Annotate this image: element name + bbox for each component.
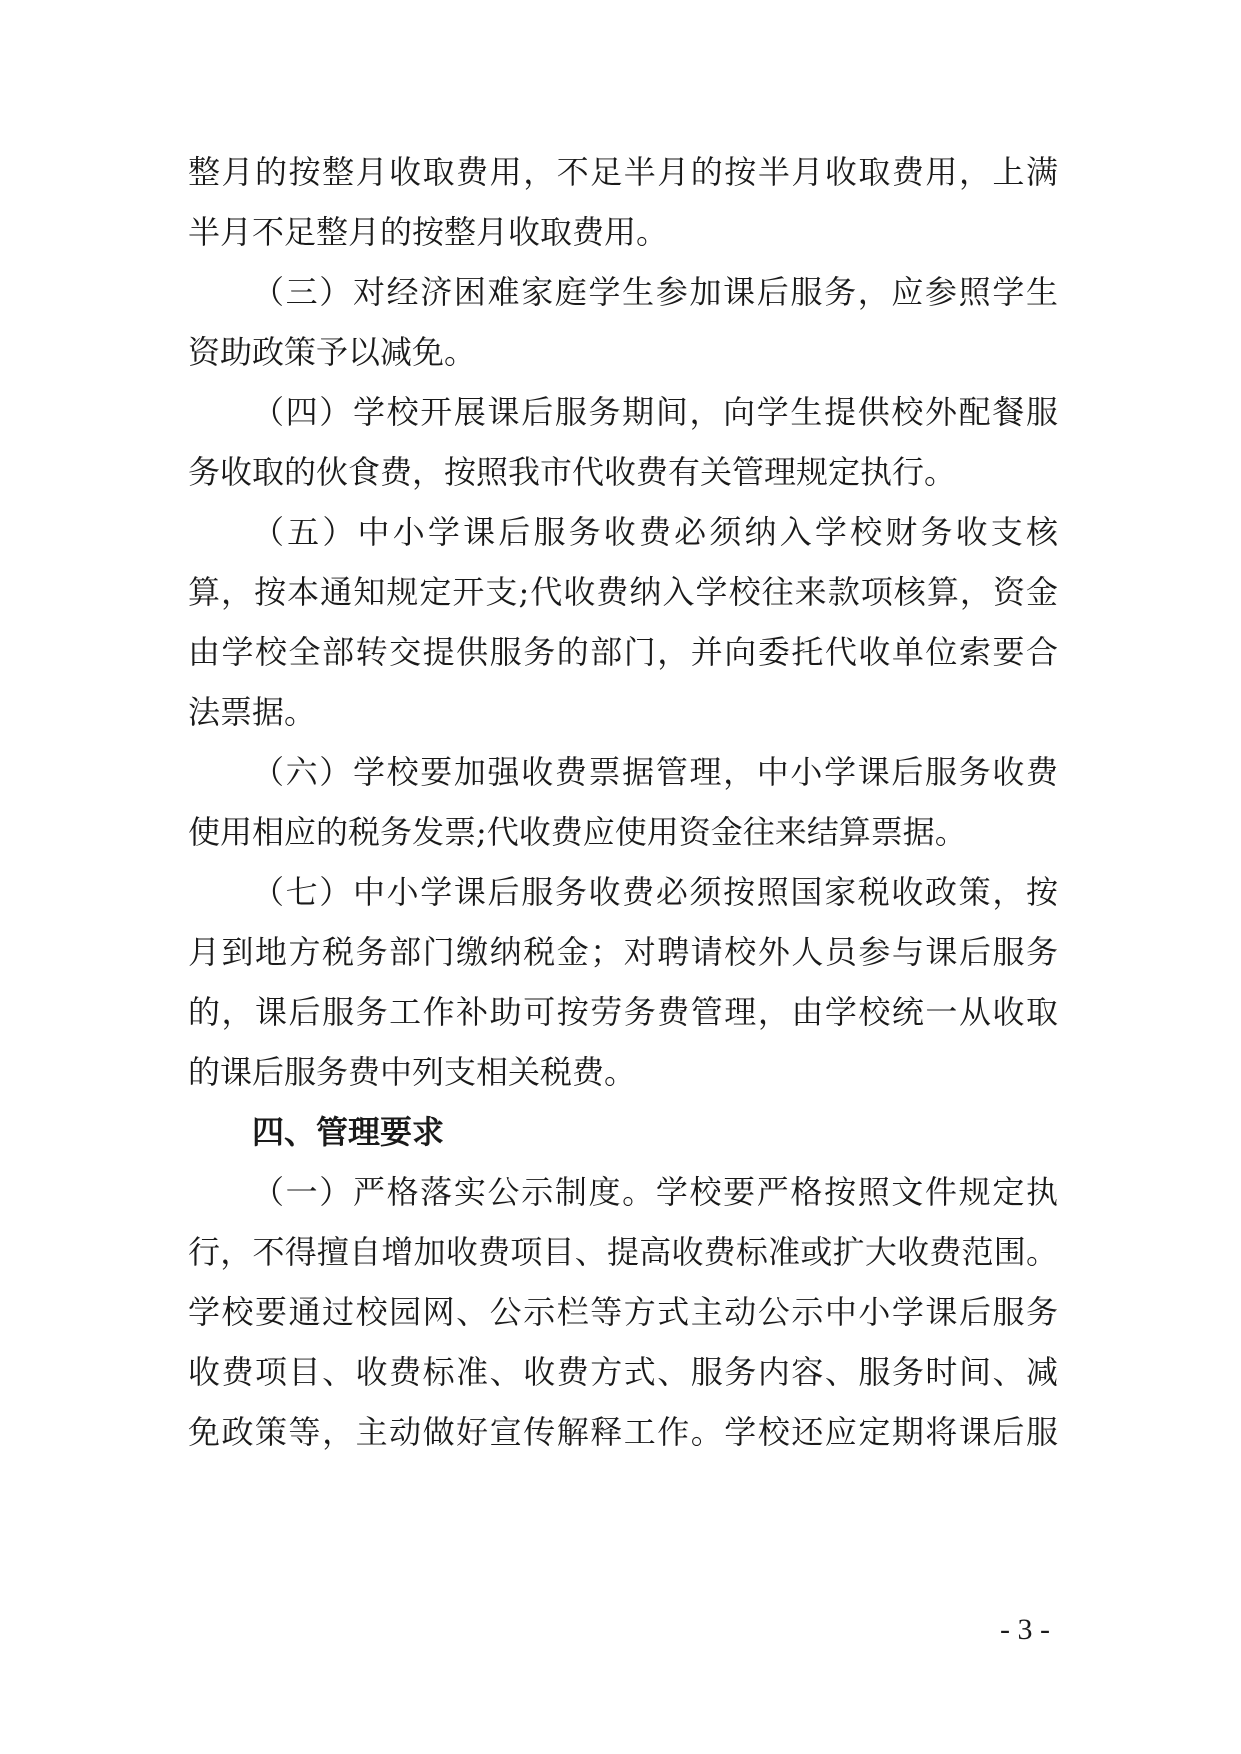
paragraph-line: 学校要通过校园网、公示栏等方式主动公示中小学课后服务	[188, 1293, 1058, 1331]
section-heading: 四、管理要求	[252, 1113, 445, 1151]
paragraph-line: 整月的按整月收取费用，不足半月的按半月收取费用，上满	[188, 153, 1058, 191]
paragraph-line: 由学校全部转交提供服务的部门，并向委托代收单位索要合	[188, 633, 1058, 671]
paragraph-line: 行，不得擅自增加收费项目、提高收费标准或扩大收费范围。	[188, 1233, 1058, 1271]
paragraph-line: （七）中小学课后服务收费必须按照国家税收政策，按	[252, 873, 1058, 911]
paragraph-line: （一）严格落实公示制度。学校要严格按照文件规定执	[252, 1173, 1058, 1211]
paragraph-line: （六）学校要加强收费票据管理，中小学课后服务收费	[252, 753, 1058, 791]
paragraph-line: 使用相应的税务发票;代收费应使用资金往来结算票据。	[188, 813, 967, 851]
paragraph-line: （三）对经济困难家庭学生参加课后服务，应参照学生	[252, 273, 1058, 311]
paragraph-line: 法票据。	[188, 693, 317, 731]
paragraph-line: 算，按本通知规定开支;代收费纳入学校往来款项核算，资金	[188, 573, 1058, 611]
paragraph-line: 半月不足整月的按整月收取费用。	[188, 213, 669, 251]
paragraph-line: （四）学校开展课后服务期间，向学生提供校外配餐服	[252, 393, 1058, 431]
paragraph-line: 月到地方税务部门缴纳税金；对聘请校外人员参与课后服务	[188, 933, 1058, 971]
paragraph-line: 资助政策予以减免。	[188, 333, 477, 371]
paragraph-line: 收费项目、收费标准、收费方式、服务内容、服务时间、减	[188, 1353, 1058, 1391]
paragraph-line: 务收取的伙食费，按照我市代收费有关管理规定执行。	[188, 453, 957, 491]
paragraph-line: （五）中小学课后服务收费必须纳入学校财务收支核	[252, 513, 1058, 551]
page-number: - 3 -	[1000, 1613, 1050, 1646]
paragraph-line: 的，课后服务工作补助可按劳务费管理，由学校统一从收取	[188, 993, 1058, 1031]
paragraph-line: 免政策等，主动做好宣传解释工作。学校还应定期将课后服	[188, 1413, 1058, 1451]
paragraph-line: 的课后服务费中列支相关税费。	[188, 1053, 637, 1091]
